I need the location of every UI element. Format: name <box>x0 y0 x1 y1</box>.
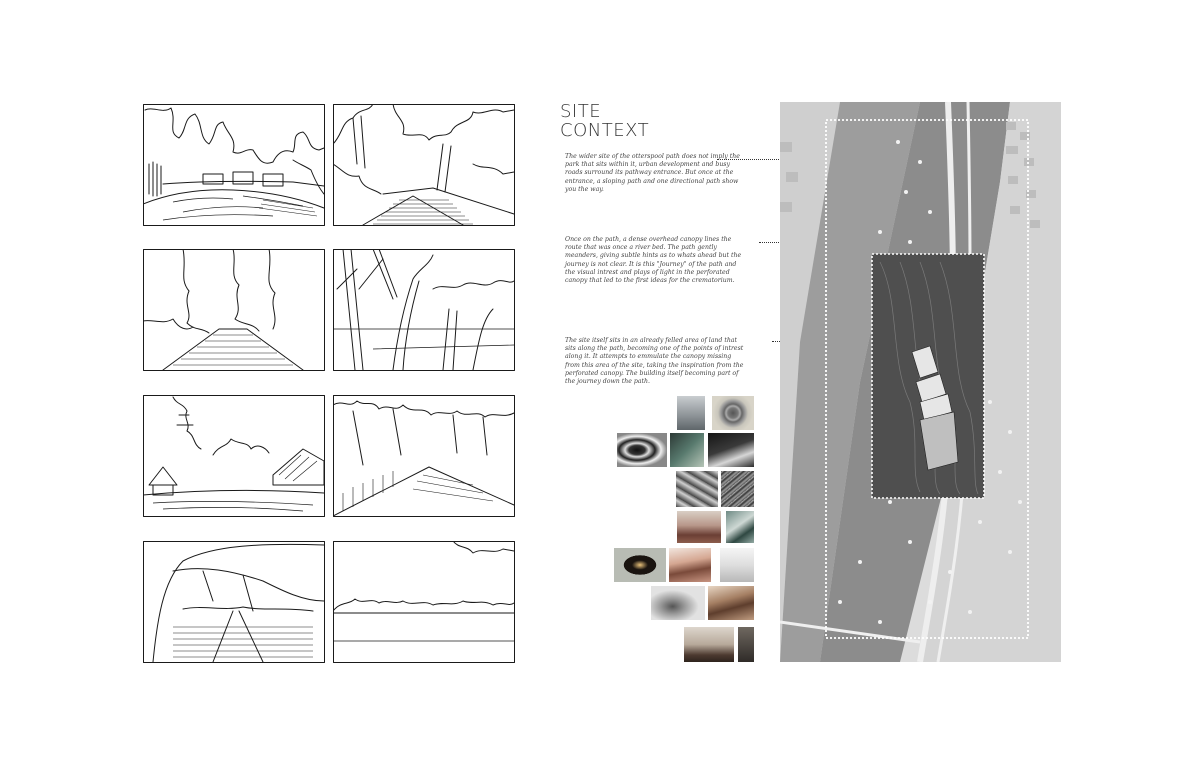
sketch-street-entrance <box>143 104 325 226</box>
sketch-tree-trunks <box>333 249 515 371</box>
sand-dunes-photo <box>708 586 754 620</box>
dark-field-photo <box>738 627 754 662</box>
sketch-sloping-path <box>333 104 515 226</box>
sketch-canopy-path <box>143 249 325 371</box>
title-line-1: SITE <box>560 101 602 122</box>
moorland-photo <box>684 627 734 662</box>
site-aerial-map <box>780 102 1061 662</box>
title-line-2: CONTEXT <box>560 120 650 141</box>
concentric-circle-photo <box>712 396 754 430</box>
ring-form-photo <box>614 548 666 582</box>
green-marble-photo <box>726 511 754 543</box>
fog-gradient-photo <box>720 548 754 582</box>
paragraph-canopy-path: Once on the path, a dense overhead canopy lines the route that was once a river bed. The path gently meanders, giving subtle hints as to whats ahead but the journey is not clear. It is this "Journey" of the path and the visual intrest and plays of light in the perforated canopy that led to the first ideas for the crematorium. <box>565 236 742 285</box>
teal-landscape-photo <box>670 433 704 467</box>
mist-trees-photo <box>677 396 705 430</box>
desert-hills-photo <box>677 511 721 543</box>
rock-texture-photo <box>721 471 754 507</box>
dark-swirl-photo <box>617 433 667 467</box>
sketch-tree-framed-view <box>143 541 325 663</box>
paragraph-site-itself: The site itself sits in an already felled area of land that sits along the path, becoming one of the points of intrest along it. It attempts to emmulate the canopy missing from this area of the site, taking the inspiration from the perforated canopy. The building itself becoming part of the journey down the path. <box>565 337 744 386</box>
paragraph-wider-site: The wider site of the otterspool path does not imply the park that sits within it, urban development and busy roads surround its pathway entrance. But once at the entrance, a sloping path and one directional path show you the way. <box>565 153 740 193</box>
sketch-fenced-path <box>333 395 515 517</box>
dark-rock-photo <box>708 433 754 467</box>
smoke-cloud-photo <box>651 586 705 620</box>
sketch-treeline-horizon <box>333 541 515 663</box>
grey-texture-photo <box>676 471 718 507</box>
sketch-clearing-buildings <box>143 395 325 517</box>
page-title <box>560 102 649 140</box>
dunes-photo <box>669 548 711 582</box>
